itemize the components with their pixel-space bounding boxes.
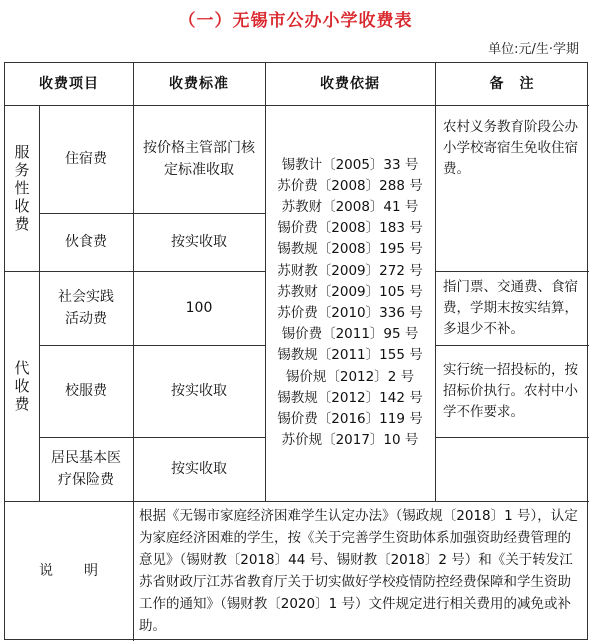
group-agency-fees: 代 收 费 <box>14 359 30 413</box>
basis-line: 苏价费〔2010〕336 号 <box>277 305 423 321</box>
header-item: 收费项目 <box>39 76 99 92</box>
item-uniform: 校服费 <box>65 383 107 399</box>
explain-text: 根据《无锡市家庭经济困难学生认定办法》（锡政规〔2018〕1 号），认定为家庭经济困难的学生，按《关于完善学生资助体系加强资助经费管理的意见》（锡财教〔2018〕44 号、锡财教〔2018〕2 号）和《关于转发江苏省财政厅江苏省教育厅关于切实做好学校疫情防控经费保障和学生资助工作的通知》（锡财教〔2020〕1 号）文件规定进行相关费用的减免或补助。 <box>139 508 578 634</box>
header-basis: 收费依据 <box>320 76 380 92</box>
page-title: （一）无锡市公办小学收费表 <box>178 11 413 31</box>
basis-line: 锡价规〔2012〕2 号 <box>285 368 415 385</box>
fee-table <box>4 62 588 640</box>
unit-label: 单位:元/生·学期 <box>488 42 579 57</box>
standard-insurance: 按实收取 <box>171 461 227 477</box>
basis-line: 苏财教〔2009〕272 号 <box>277 262 423 279</box>
item-lodging: 住宿费 <box>65 151 107 167</box>
note-insurance <box>435 437 589 501</box>
standard-lodging: 按价格主管部门核定标准收取 <box>143 140 255 178</box>
standard-uniform: 按实收取 <box>171 383 227 399</box>
basis-line: 锡教规〔2011〕155 号 <box>277 347 423 364</box>
item-meals: 伙食费 <box>65 234 107 250</box>
note-practice: 指门票、交通费、食宿费，学期末按实结算，多退少不补。 <box>443 278 578 337</box>
basis-line: 苏价规〔2017〕10 号 <box>281 432 419 449</box>
basis-line: 锡价费〔2016〕119 号 <box>277 411 423 428</box>
header-note: 备 注 <box>489 76 535 92</box>
basis-line: 苏教财〔2008〕41 号 <box>281 198 419 215</box>
basis-line: 苏教财〔2009〕105 号 <box>277 283 423 300</box>
basis-line: 锡教规〔2008〕195 号 <box>277 241 423 258</box>
note-uniform: 实行统一招投标的，按招标价执行。农村中小学不作要求。 <box>443 361 578 420</box>
item-insurance: 居民基本医疗保险费 <box>51 450 121 488</box>
item-practice: 社会实践活动费 <box>58 289 114 327</box>
standard-practice: 100 <box>185 300 213 316</box>
group-service-fees: 服 务 性 收 费 <box>14 143 30 233</box>
basis-line: 苏价费〔2008〕288 号 <box>277 177 423 194</box>
basis-line: 锡教规〔2012〕142 号 <box>277 389 423 406</box>
header-standard: 收费标准 <box>169 76 229 92</box>
standard-meals: 按实收取 <box>171 234 227 250</box>
note-lodging: 农村义务教育阶段公办小学校寄宿生免收住宿费。 <box>443 119 578 177</box>
basis-line: 锡教计〔2005〕33 号 <box>281 156 419 173</box>
fee-basis-list <box>265 105 435 501</box>
explain-label: 说 明 <box>39 563 99 579</box>
basis-line: 锡价费〔2008〕183 号 <box>277 220 423 237</box>
basis-line: 锡价费〔2011〕95 号 <box>281 326 419 343</box>
